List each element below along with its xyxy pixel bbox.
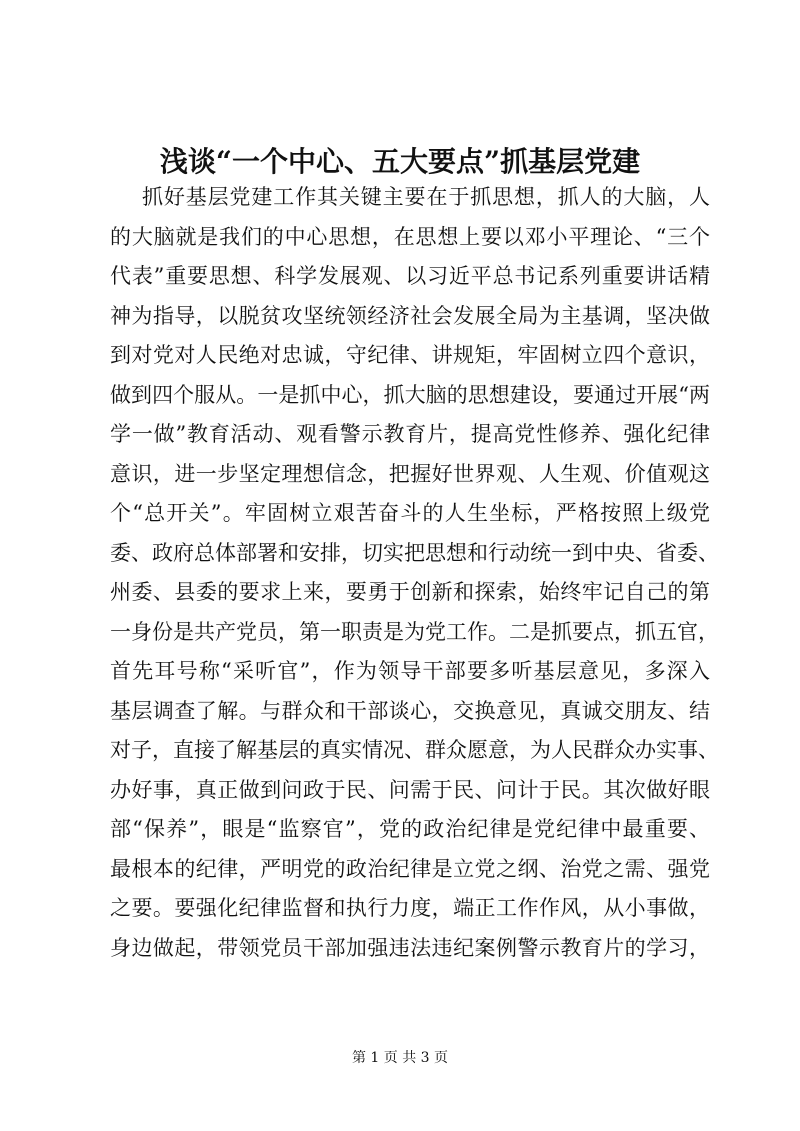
body-line: 到对党对人民绝对忠诚，守纪律、讲规矩，牢固树立四个意识， <box>110 343 710 367</box>
body-line: 首先耳号称“采听官”，作为领导干部要多听基层意见，多深入 <box>110 659 710 683</box>
body-line: 抓好基层党建工作其关键主要在于抓思想，抓人的大脑，人 <box>142 185 710 209</box>
body-line: 委、政府总体部署和安排，切实把思想和行动统一到中央、省委、 <box>110 540 719 565</box>
body-line: 意识，进一步坚定理想信念，把握好世界观、人生观、价值观这 <box>110 461 710 486</box>
body-line: 基层调查了解。与群众和干部谈心，交换意见，真诚交朋友、结 <box>110 698 710 723</box>
body-line: 之要。要强化纪律监督和执行力度，端正工作作风，从小事做， <box>110 896 710 920</box>
document-title: 浅谈“一个中心、五大要点”抓基层党建 <box>159 145 641 178</box>
body-line: 神为指导，以脱贫攻坚统领经济社会发展全局为主基调，坚决做 <box>110 303 710 328</box>
body-line: 做到四个服从。一是抓中心，抓大脑的思想建设，要通过开展“两 <box>110 382 710 407</box>
body-line: 一身份是共产党员，第一职责是为党工作。二是抓要点，抓五官， <box>110 619 719 644</box>
body-line: 的大脑就是我们的中心思想，在思想上要以邓小平理论、“三个 <box>110 224 710 249</box>
page-number-footer: 第 1 页 共 3 页 <box>351 1050 449 1066</box>
body-line: 对子，直接了解基层的真实情况、群众愿意，为人民群众办实事、 <box>110 738 719 762</box>
body-line: 个“总开关”。牢固树立艰苦奋斗的人生坐标，严格按照上级党 <box>110 501 710 525</box>
body-line: 办好事，真正做到问政于民、问需于民、问计于民。其次做好眼 <box>110 777 710 802</box>
body-line: 代表”重要思想、科学发展观、以习近平总书记系列重要讲话精 <box>110 264 710 288</box>
body-line: 最根本的纪律，严明党的政治纪律是立党之纲、治党之需、强党 <box>110 856 710 881</box>
body-line: 州委、县委的要求上来，要勇于创新和探索，始终牢记自己的第 <box>110 580 710 604</box>
body-line: 身边做起，带领党员干部加强违法违纪案例警示教育片的学习， <box>110 935 710 960</box>
document-body <box>110 178 719 968</box>
body-line: 学一做”教育活动、观看警示教育片，提高党性修养、强化纪律 <box>110 422 710 446</box>
body-line: 部“保养”，眼是“监察官”，党的政治纪律是党纪律中最重要、 <box>110 817 710 841</box>
